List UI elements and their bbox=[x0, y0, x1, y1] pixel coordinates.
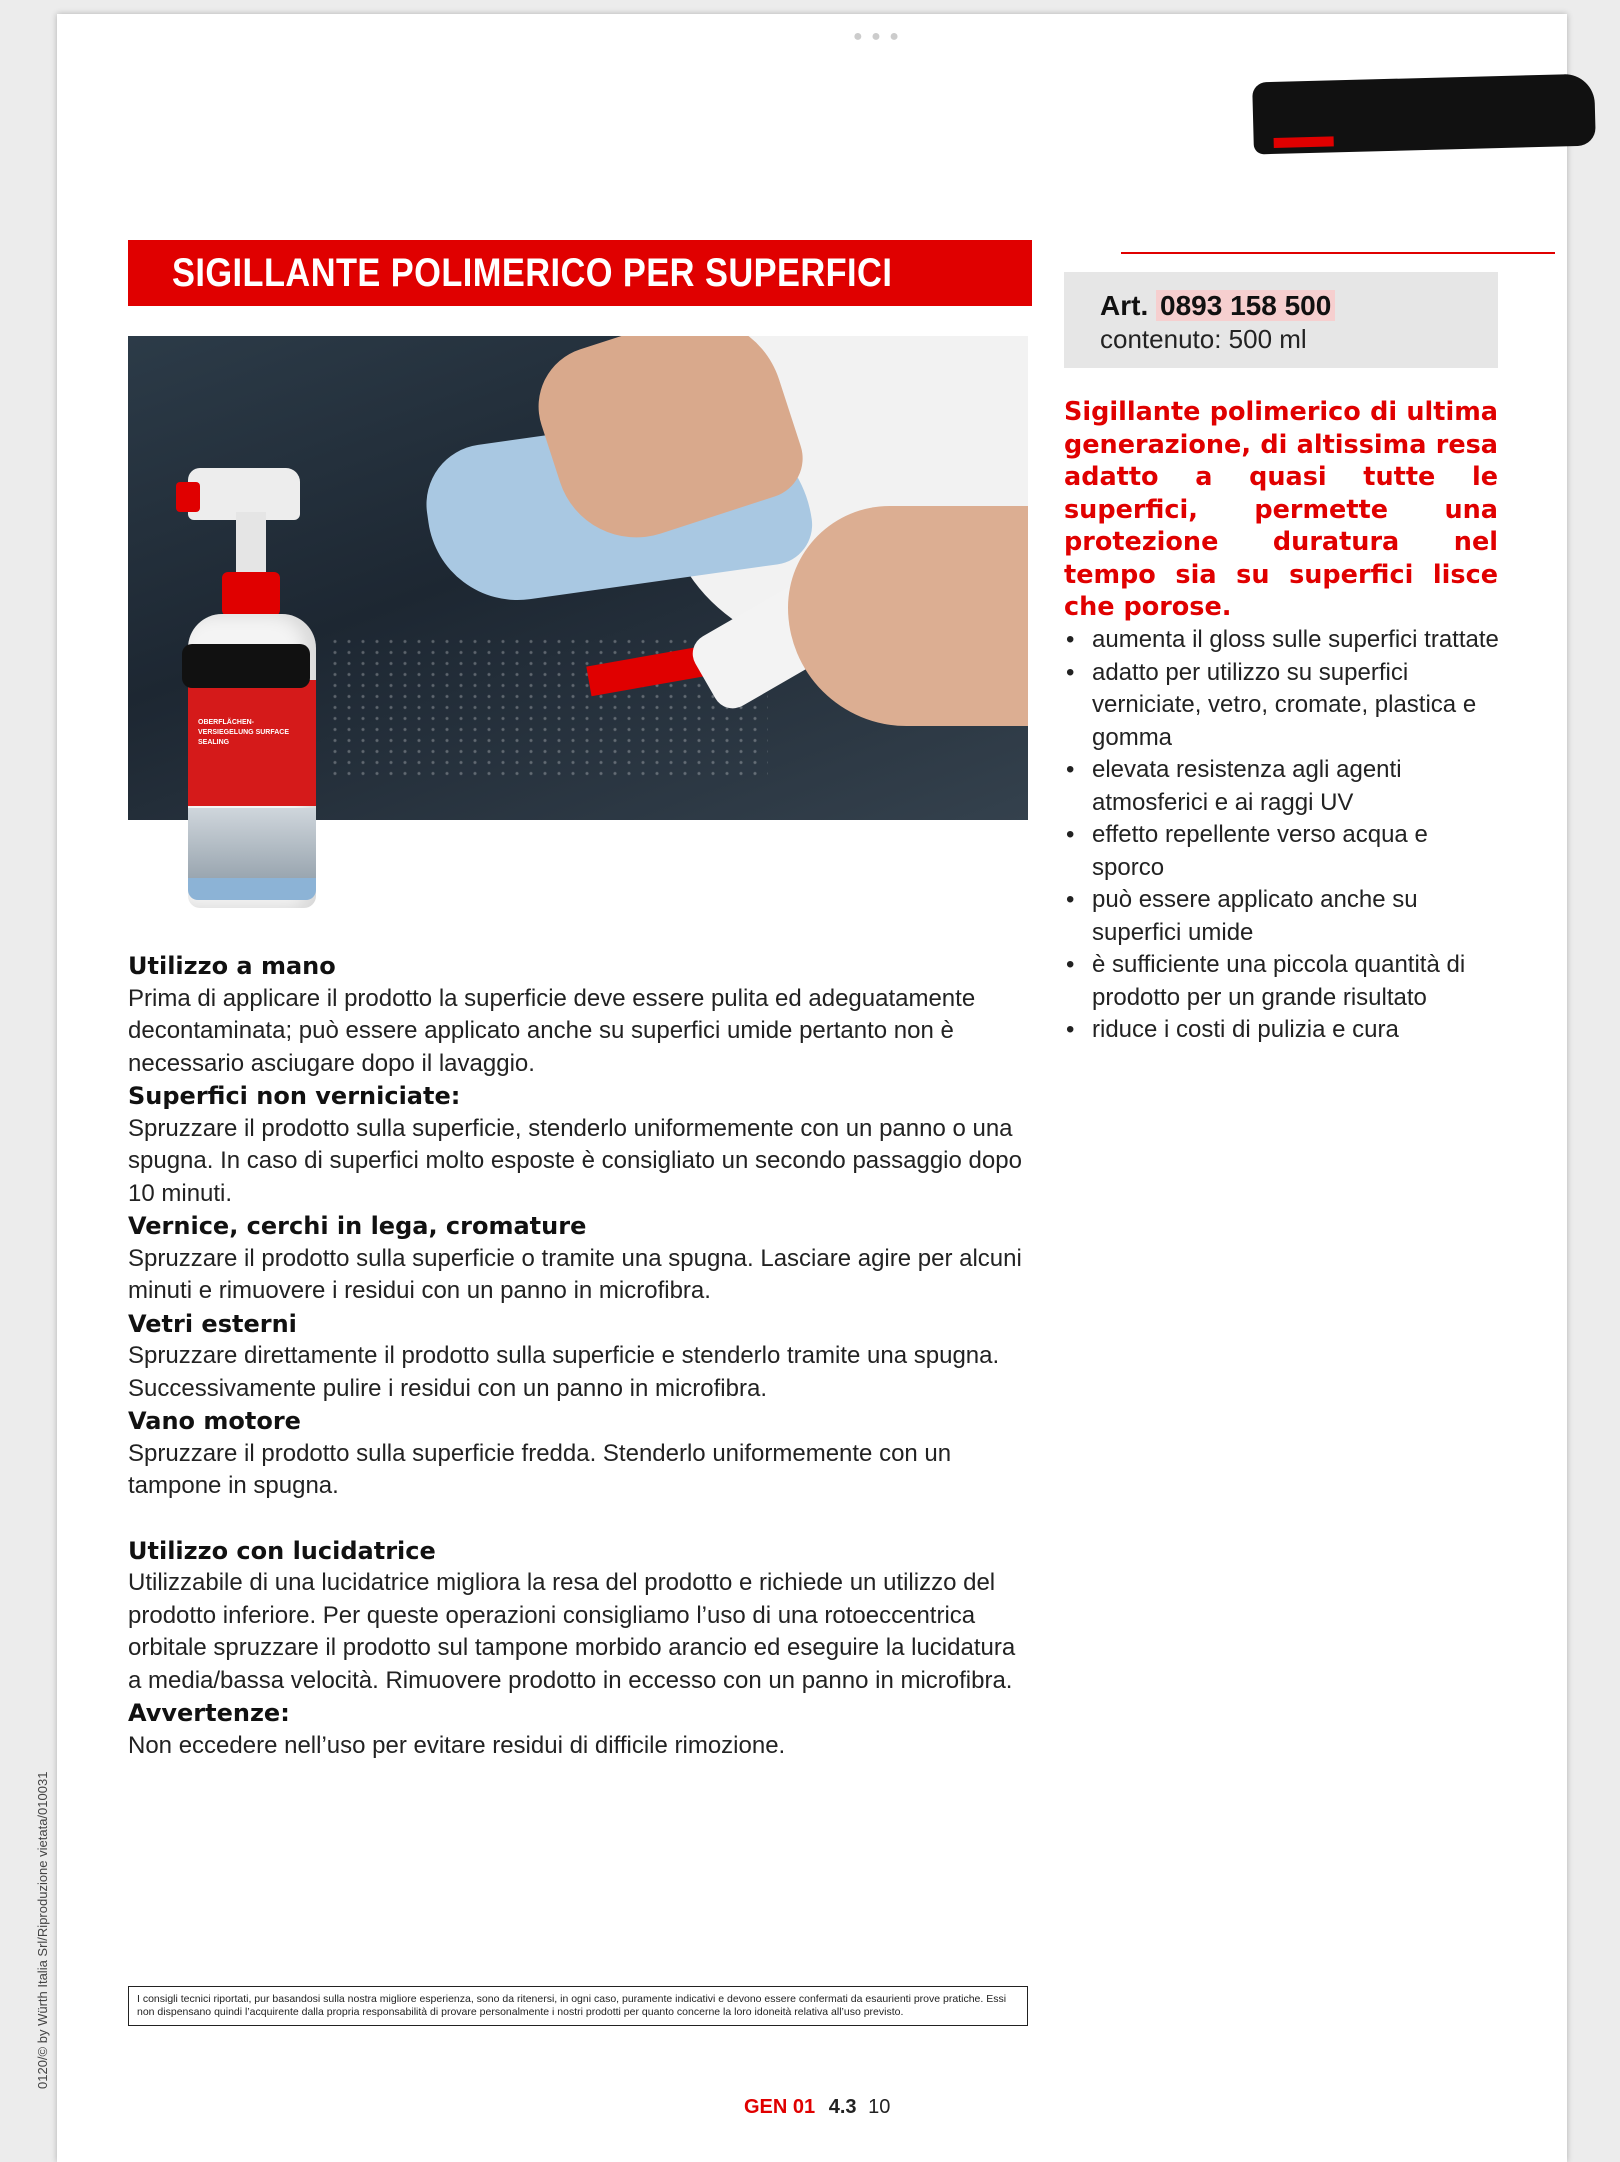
page-handle-icon: ● ● ● bbox=[853, 28, 901, 45]
section-heading: Utilizzo con lucidatrice bbox=[128, 1536, 436, 1565]
section-heading: Vetri esterni bbox=[128, 1309, 297, 1338]
feature-item: • effetto repellente verso acqua e sporco bbox=[1064, 819, 1504, 884]
feature-item: • aumenta il gloss sulle superfici trattate bbox=[1064, 624, 1504, 657]
section-text: Spruzzare il prodotto sulla superficie o tramite una spugna. Lasciare agire per alcuni minuti e rimuovere i residui con un panno in microfibra. bbox=[128, 1244, 1022, 1304]
section-text: Spruzzare il prodotto sulla superficie fredda. Stenderlo uniformemente con un tampone in spugna. bbox=[128, 1439, 952, 1499]
product-title: SIGILLANTE POLIMERICO PER SUPERFICI bbox=[172, 250, 893, 295]
catalog-code: GEN 01 bbox=[744, 2096, 816, 2118]
section-heading: Utilizzo a mano bbox=[128, 952, 336, 980]
section-text: Spruzzare il prodotto sulla superficie, stenderlo uniformemente con un panno o una spugna. In caso di superfici molto esposte è consigliato un secondo passaggio dopo 10 minuti. bbox=[128, 1114, 1022, 1207]
disclaimer-box: I consigli tecnici riportati, pur basandosi sulla nostra migliore esperienza, sono da ritenersi, in ogni caso, puramente indicativi e devono essere confermati da esaurienti prove pratiche. Essi non dispensano quindi l’acquirente dalla propria responsabilità di provare personalmente i nostri prodotti per quanto concerne la loro idoneità relativa all’uso previsto. bbox=[128, 1986, 1028, 2026]
article-line bbox=[1100, 290, 1498, 322]
page-footer bbox=[744, 2096, 890, 2119]
section-text: Utilizzabile di una lucidatrice migliora la resa del prodotto e richiede un utilizzo del prodotto inferiore. Per queste operazioni consigliamo l’uso di una rotoeccentrica orbitale spruzzare il prodotto sul tampone morbido arancio ed eseguire la lucidatura a media/bassa velocità. Rimuovere prodotto in eccesso con un panno in microfibra. bbox=[128, 1569, 1016, 1694]
section-text: Spruzzare direttamente il prodotto sulla superficie e stenderlo tramite una spugna. Successivamente pulire i residui con un panno in microfibra. bbox=[128, 1342, 1000, 1402]
feature-item: • è sufficiente una piccola quantità di prodotto per un grande risultato bbox=[1064, 949, 1504, 1014]
section-number: 4.3 bbox=[828, 2096, 857, 2118]
usage-instructions bbox=[128, 950, 1032, 1762]
bottle-label-text: OBERFLÄCHEN-VERSIEGELUNG SURFACE SEALING bbox=[198, 719, 290, 746]
section-heading: Superfici non verniciate: bbox=[128, 1082, 461, 1110]
article-number: 0893 158 500 bbox=[1156, 290, 1335, 321]
redacted-brand-logo bbox=[1252, 74, 1596, 155]
feature-item: • può essere applicato anche su superfici umide bbox=[1064, 884, 1504, 949]
content-volume: contenuto: 500 ml bbox=[1100, 324, 1307, 354]
header-rule bbox=[1121, 252, 1555, 254]
page-number: 10 bbox=[868, 2096, 891, 2118]
feature-item: • adatto per utilizzo su superfici verniciate, vetro, cromate, plastica e gomma bbox=[1064, 657, 1504, 755]
product-intro: Sigillante polimerico di ultima generazione, di altissima resa adatto a quasi tutte le superfici, permette una protezione duratura nel tempo sia su superfici lisce che porose. bbox=[1064, 397, 1498, 622]
product-bottle bbox=[176, 468, 324, 910]
hand bbox=[788, 506, 1028, 726]
redacted-bottle-label bbox=[182, 644, 310, 688]
section-heading: Avvertenze: bbox=[128, 1699, 290, 1727]
section-text: Prima di applicare il prodotto la superficie deve essere pulita ed adeguatamente decontaminata; può essere applicato anche su superfici umide pertanto non è necessario asciugare dopo il lavaggio. bbox=[128, 984, 976, 1077]
title-bar bbox=[128, 240, 1032, 306]
feature-item: • elevata resistenza agli agenti atmosferici e ai raggi UV bbox=[1064, 754, 1504, 819]
copyright-note: 0120/© by Würth Italia Srl/Riproduzione vietata/010031 bbox=[35, 1771, 50, 2089]
feature-item: • riduce i costi di pulizia e cura bbox=[1064, 1014, 1504, 1047]
article-box bbox=[1064, 272, 1498, 368]
section-heading: Vernice, cerchi in lega, cromature bbox=[128, 1212, 587, 1240]
article-label: Art. bbox=[1100, 290, 1149, 321]
section-heading: Vano motore bbox=[128, 1407, 301, 1435]
section-text: Non eccedere nell’uso per evitare residui di difficile rimozione. bbox=[128, 1731, 786, 1759]
feature-list bbox=[1064, 624, 1504, 1047]
